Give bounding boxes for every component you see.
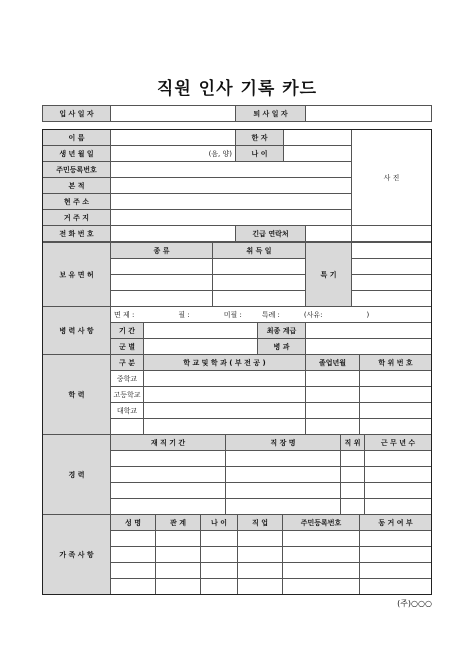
reason-text: (사유:	[303, 310, 323, 319]
edu-row-high-school: 고등학교	[110, 386, 144, 403]
leave-date-label: 퇴 사 일 자	[235, 105, 306, 122]
license-kind-header: 종 류	[110, 242, 213, 259]
edu-degree-header: 학 위 번 호	[359, 354, 432, 371]
career-years-header: 근 무 년 수	[364, 434, 432, 451]
company-footer: (주)○○○	[397, 599, 432, 608]
career-label: 경 력	[42, 434, 111, 515]
resident-no-label: 주민등록번호	[42, 161, 111, 178]
origin-label: 본 적	[42, 177, 111, 194]
family-age-header: 나 이	[200, 514, 238, 531]
career-company-header: 직 장 명	[225, 434, 341, 451]
current-address-label: 현 주 소	[42, 193, 111, 210]
branch-label: 군 별	[110, 338, 144, 355]
main-table-frame	[42, 129, 432, 595]
education-label: 학 력	[42, 354, 111, 435]
unserved-text: 미필 :	[223, 310, 242, 319]
license-label: 보 유 면 허	[42, 242, 111, 307]
edu-school-header: 학 교 및 학 과 ( 부 전 공 )	[143, 354, 306, 371]
age-label: 나 이	[235, 145, 284, 162]
hire-date-label: 입 사 일 자	[42, 105, 111, 122]
edu-category-header: 구 분	[110, 354, 144, 371]
lunar-solar-text: (음, 양)	[208, 149, 232, 158]
license-acquired-header: 취 득 일	[212, 242, 306, 259]
career-position-header: 직 위	[340, 434, 365, 451]
emergency-label: 긴급 연락처	[235, 225, 306, 242]
phone-label: 전 화 번 호	[42, 225, 111, 242]
family-resident-header: 주민등록번호	[282, 514, 360, 531]
leave-date-field[interactable]	[305, 105, 432, 122]
family-relation-header: 관 계	[155, 514, 201, 531]
special-skill-label: 특 기	[305, 242, 352, 307]
photo-label: 사 진	[383, 173, 400, 182]
special-case-text: 특례 :	[261, 310, 280, 319]
hanja-label: 한 자	[235, 129, 284, 146]
family-job-header: 직 업	[237, 514, 283, 531]
period-label: 기 간	[110, 322, 144, 339]
page-title: 직원 인사 기록 카드	[156, 79, 318, 99]
residence-label: 거 주 지	[42, 209, 111, 226]
arm-label: 병 과	[257, 338, 306, 355]
edu-graduated-header: 졸업년월	[305, 354, 360, 371]
military-label: 병 력 사 항	[42, 306, 111, 355]
family-cohabit-header: 동 거 여 부	[359, 514, 432, 531]
exempt-text: 면 제 :	[114, 310, 135, 319]
reason-close: )	[366, 310, 370, 319]
served-text: 필 :	[178, 310, 190, 319]
family-name-header: 성 명	[110, 514, 156, 531]
final-rank-label: 최종 계급	[257, 322, 306, 339]
family-label: 가 족 사 항	[42, 514, 111, 595]
edu-row-university: 대학교	[110, 402, 144, 419]
birth-label: 생 년 월 일	[42, 145, 111, 162]
name-label: 이 름	[42, 129, 111, 146]
hire-date-field[interactable]	[110, 105, 236, 122]
edu-row-middle-school: 중학교	[110, 370, 144, 387]
career-period-header: 재 직 기 간	[110, 434, 226, 451]
